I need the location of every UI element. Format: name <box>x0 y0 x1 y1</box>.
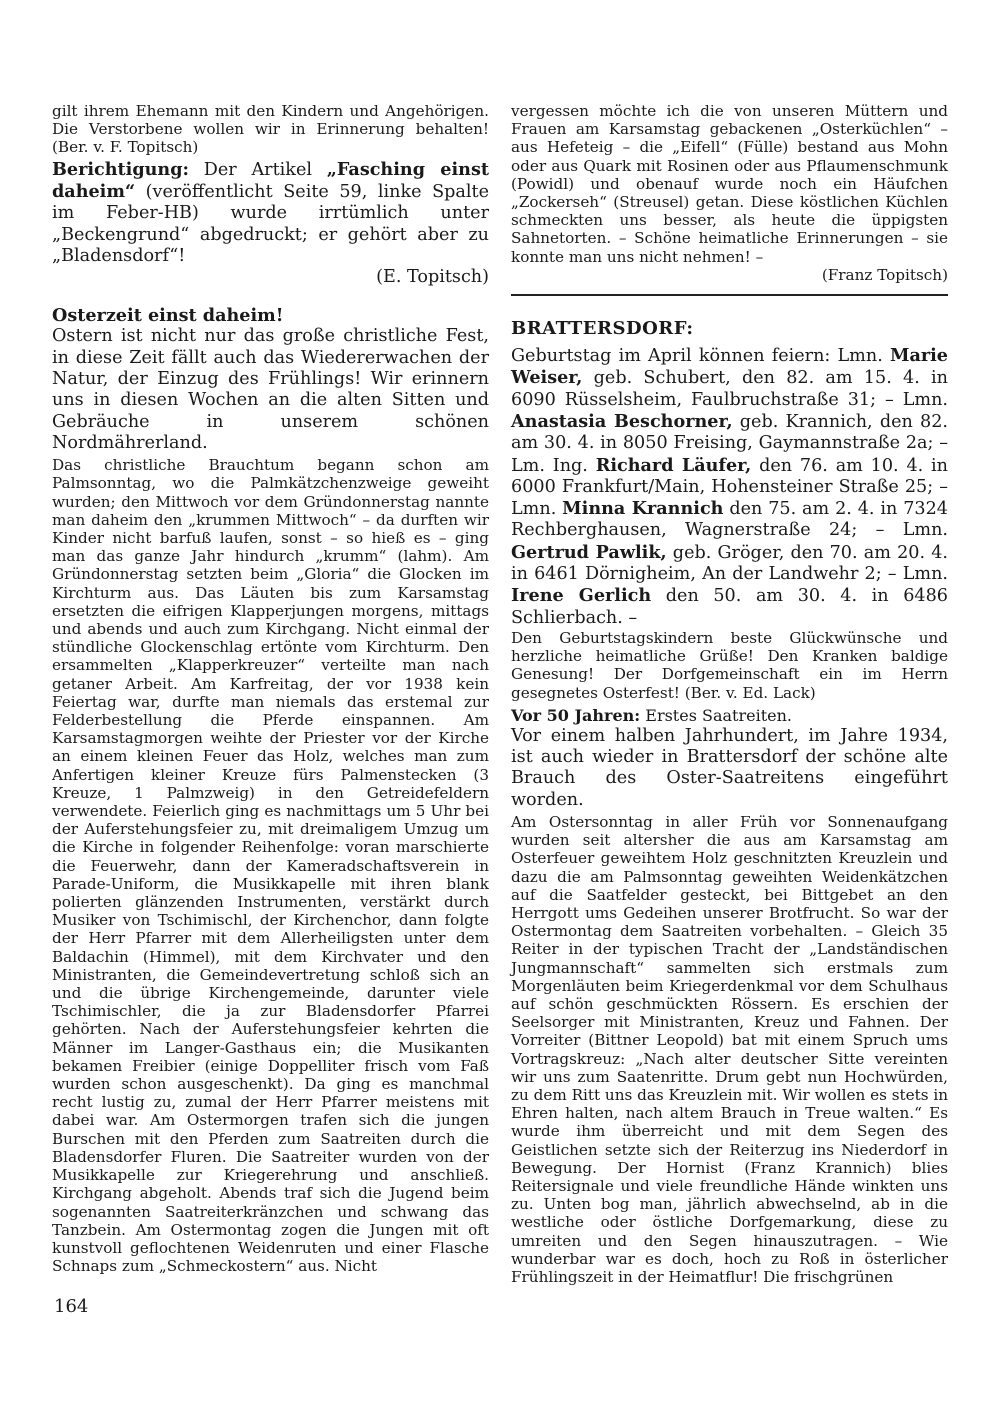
birthday-name: Irene Gerlich <box>511 585 652 607</box>
pastry-text: vergessen möchte ich die von unseren Müttern und Frauen am Karsamstag gebackenen „Osterküchlen“ – aus Hefeteig – die „Eifell“ (Fülle) bestand aus Mohn oder aus Quark mit Rosinen oder aus Pflaumenschmunk (Powidl) und obenauf wurde noch ein Häufchen „Zockerseh“ (Streusel) getan. Diese köstlichen Küchlen schmeckten uns besser, als heute die üppigsten Sahnetorten. – Schöne heimatliche Erinnerungen – sie konnte man uns nicht nehmen! – <box>511 102 948 266</box>
correction-text-b: (veröffentlicht Seite 59, linke Spalte im Feber-HB) wurde irrtümlich unter „Beckengrund“ abgedruckt; er gehört aber zu „Bladensdorf“! <box>52 181 489 266</box>
correction-label: Berichtigung: <box>52 158 190 180</box>
easter-heading: Osterzeit einst daheim! <box>52 305 284 327</box>
birthday-text: den 75. am 2. 4. in 7324 Rechberghausen, Wagnerstraße 24; – Lmn. <box>511 499 948 541</box>
birthday-text: den 50. am 30. 4. in 6486 Schlierbach. – <box>511 586 948 628</box>
anniversary-lead: Vor einem halben Jahrhundert, im Jahre 1934, ist auch wieder in Brattersdorf der schöne alte Brauch des Oster-Saatreitens eingeführt worden. <box>511 725 948 810</box>
section-heading: BRATTERSDORF: <box>511 318 694 340</box>
birthday-paragraph <box>511 345 948 629</box>
easter-body: Das christliche Brauchtum begann schon am Palmsonntag, wo die Palmkätzchenzweige geweiht wurden; den Mittwoch vor dem Gründonnerstag nannte man daheim den „krummen Mittwoch“ – da durften wir Kinder nicht barfuß laufen, sonst – so hieß es – ging man das ganze Jahr hindurch „krumm“ (lahm). Am Gründonnerstag setzten beim „Gloria“ die Glocken im Kirchturm aus. Das Läuten bis zum Karsamstag ersetzten die eifrigen Klapperjungen morgens, mittags und abends und auch zum Kirchgang. Nicht einmal der stündliche Glockenschlag ertönte vom Kirchturm. Den ersammelten „Klapperkreuzer“ verteilte man nach getaner Arbeit. Am Karfreitag, der vor 1938 kein Feiertag war, durfte man niemals das erstemal zur Felderbestellung die Pferde einspannen. Am Karsamstagmorgen weihte der Priester vor der Kirche an einem kleinen Feuer das Holz, welches man zum Anfertigen kleiner Kreuze fürs Palmenstecken (3 Kreuze, 1 Palmzweig) in den Getreidefeldern verwendete. Feierlich ging es nachmittags um 5 Uhr bei der Auferstehungsfeier zu, mit dreimaligem Umzug um die Kirche in folgender Reihenfolge: voran marschierte die Feuerwehr, dann der Kameradschaftsverein in Parade-Uniform, die Musikkapelle mit ihren blank polierten glänzenden Instrumenten, verstärkt durch Musiker von Tschimischl, der Kirchenchor, dann folgte der Herr Pfarrer mit dem Allerheiligsten unter dem Baldachin (Himmel), mit dem Kirchvater und den Ministranten, die Gemeindevertretung schloß sich an und die übrige Kirchengemeinde, darunter viele Tschimischler, die ja zur Bladensdorfer Pfarrei gehörten. Nach der Auferstehungsfeier kehrten die Männer im Langer-Gasthaus ein; die Musikanten bekamen Freibier (einige Doppelliter frisch vom Faß wurden schon ausgeschenkt). Da ging es manchmal recht lustig zu, zumal der Herr Pfarrer meistens mit dabei war. Am Ostermorgen trafen sich die jungen Burschen mit den Pferden zum Saatreiten durch die Bladensdorfer Fluren. Die Saatreiter wurden von der Musikkapelle zur Kriegerehrung und anschließ. Kirchgang abgeholt. Abends traf sich die Jugend beim sogenannten Saatreiterkränzchen und schwang das Tanzbein. Am Ostermontag zogen die Jungen mit oft kunstvoll geflochtenen Weidenruten und einer Flasche Schnaps zum „Schmeckostern“ aus. Nicht <box>52 456 489 1276</box>
page-number: 164 <box>54 1296 89 1317</box>
correction-text-a: Der Artikel <box>189 159 327 180</box>
birthday-text: Geburtstag im April können feiern: Lmn. <box>511 346 890 367</box>
birthday-name: Marie Weiser, <box>511 345 948 389</box>
birthday-name: Anastasia Beschorner, <box>511 410 733 432</box>
birthday-text: geb. Gröger, den 70. am 20. 4. in 6461 Dörnigheim, An der Landwehr 2; – Lmn. <box>511 542 948 584</box>
greetings-paragraph: Den Geburtstagskindern beste Glückwünsche und herzliche heimatliche Grüße! Den Kranken baldige Genesung! Der Dorfgemeinschaft ein im Herrn gesegnetes Osterfest! (Ber. v. Ed. Lack) <box>511 628 948 702</box>
correction-title: „Fasching einst daheim“ <box>52 158 490 202</box>
pastry-paragraph <box>511 102 948 284</box>
anniversary-label: Vor 50 Jahren: <box>511 705 641 725</box>
anniversary-heading <box>511 706 948 726</box>
anniversary-title: Erstes Saatreiten. <box>640 705 792 725</box>
intro-paragraph: gilt ihrem Ehemann mit den Kindern und Angehörigen. Die Verstorbene wollen wir in Erinnerung behalten! (Ber. v. F. Topitsch) <box>52 102 489 157</box>
correction-signature: (E. Topitsch) <box>376 267 489 288</box>
birthday-text: geb. Schubert, den 82. am 15. 4. in 6090 Rüsselsheim, Faulbruchstraße 31; – Lmn. <box>511 368 948 410</box>
pastry-signature: (Franz Topitsch) <box>821 265 948 284</box>
anniversary-body: Am Ostersonntag in aller Früh vor Sonnenaufgang wurden seit altersher die aus am Karsamstag am Osterfeuer geweihtem Holz geschnitzten Kreuzlein und dazu die am Palmsonntag geweihten Weidenkätzchen auf die Saatfelder gesteckt, bei Bittgebet an den Herrgott ums Gedeihen unserer Brotfrucht. So war der Ostermontag dem Saatreiten vorbehalten. – Gleich 35 Reiter in der typischen Tracht der „Landständischen Jungmannschaft“ sammelten sich erstmals zum Morgenläuten beim Kriegerdenkmal vor dem Schulhaus auf schön geschmückten Rössern. Es erschien der Seelsorger mit Ministranten, Kreuz und Fahnen. Der Vorreiter (Bittner Leopold) bat mit einem Spruch ums Vortragskreuz: „Nach alter deutscher Sitte vereinten wir uns zum Saatenritte. Drum gebt nun Hochwürden, zu dem Ritt uns das Kreuzlein mit. Wir wollen es stets in Ehren halten, nach altem Brauch in Treue walten.“ Es wurde ihm überreicht und mit dem Segen des Geistlichen setzte sich der Reiterzug ins Niederdorf in Bewegung. Der Hornist (Franz Krannich) blies Reitersignale und viele freundliche Hände winkten uns zu. Unten bog man, jährlich abwechselnd, ab in die westliche oder östliche Dorfgemarkung, diese zu umreiten und den Segen hinauszutragen. – Wie wunderbar war es doch, hoch zu Roß in österlicher Frühlingszeit in der Heimatflur! Die frischgrünen <box>511 812 948 1286</box>
right-column <box>511 102 948 1286</box>
birthday-text: geb. Krannich, den 82. am 30. 4. in 8050 Freising, Gaymannstraße 2a; – Lm. Ing. <box>511 411 948 476</box>
correction-paragraph <box>52 159 489 289</box>
birthday-name: Gertrud Pawlik, <box>511 541 667 563</box>
left-column <box>52 102 489 1275</box>
easter-lead: Ostern ist nicht nur das große christliche Fest, in diese Zeit fällt auch das Wiedererwachen der Natur, der Einzug des Frühlings! Wir erinnern uns in diesen Wochen an die alten Sitten und Gebräuche in unserem schönen Nordmährerland. <box>52 326 489 453</box>
birthday-text: den 76. am 10. 4. in 6000 Frankfurt/Main, Hohensteiner Straße 25; – Lmn. <box>511 455 949 520</box>
birthday-name: Richard Läufer, <box>595 454 752 476</box>
section-divider <box>511 294 948 296</box>
birthday-name: Minna Krannich <box>562 498 724 520</box>
